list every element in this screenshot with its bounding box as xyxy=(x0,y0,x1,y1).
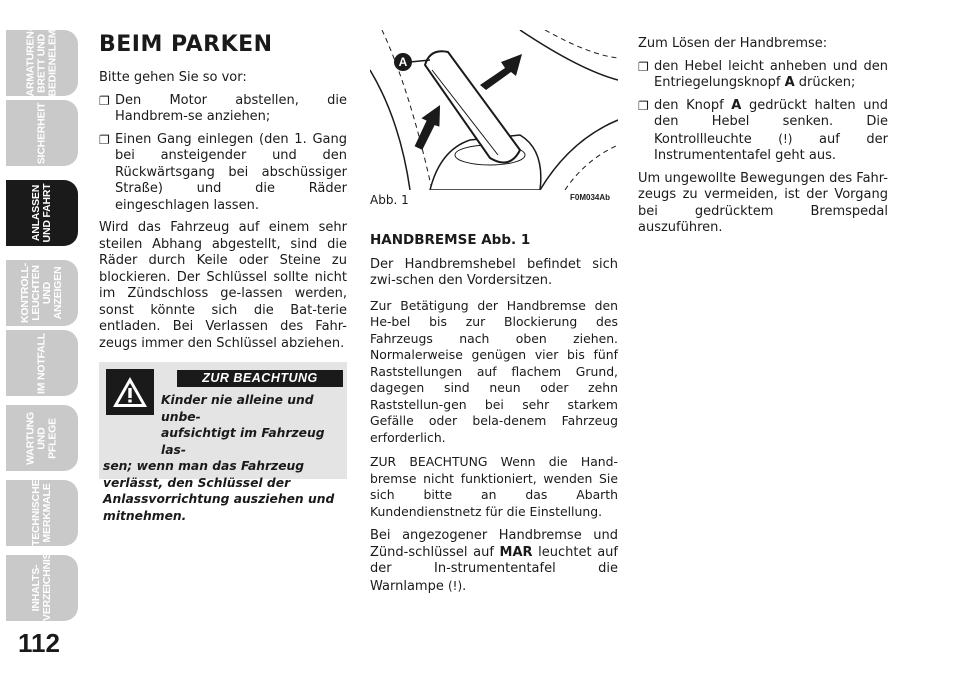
tab-anlassen-und-fahrt[interactable] xyxy=(6,180,78,246)
list-item-text: Einen Gang einlegen (den 1. Gang bei ansteigender und den Rückwärtsgang bei abschüssiger Straße) und die Räder eingeschlagen lassen. xyxy=(115,131,347,213)
paragraph: Wird das Fahrzeug auf einem sehr steilen Abhang abgestellt, sind die Räder durch Keile oder Steine zu blockieren. Der Schlüssel sollte nicht im Zündschloss ge-lassen werden, sonst könnte sich die Bat-terie entladen. Bei Verlassen des Fahr-zeugs immer den Schlüssel abziehen. xyxy=(99,220,347,351)
tab-im-notfall[interactable] xyxy=(6,330,78,396)
paragraph: ZUR BEACHTUNG Wenn die Hand-bremse nicht funktioniert, wenden Sie sich bitte an das Abarth Kundendienstnetz für die Einstellung. xyxy=(370,454,618,519)
ignition-position: MAR xyxy=(499,544,533,560)
list-item xyxy=(99,93,347,126)
handbrake-lamp-icon: (!) xyxy=(778,131,793,146)
intro-text: Bitte gehen Sie so vor: xyxy=(99,70,247,85)
button-a-ref: A xyxy=(731,97,742,113)
button-a-ref: A xyxy=(784,75,795,90)
figure-code: F0M034Ab xyxy=(570,193,611,202)
warning-box xyxy=(99,362,347,523)
page-title: BEIM PARKEN xyxy=(99,32,273,57)
tab-label: ARMATUREN- BRETT UND BEDIENELEMENTE xyxy=(24,1,59,96)
tab-inhaltsverzeichnis[interactable] xyxy=(6,552,78,621)
text-part: . xyxy=(462,578,467,594)
warning-text xyxy=(103,392,343,524)
intro-text: Zum Lösen der Handbremse: xyxy=(638,36,828,51)
tab-label: SICHERHEIT xyxy=(35,102,48,164)
list-item xyxy=(638,59,888,92)
warning-line: Kinder nie alleine und unbe- xyxy=(161,393,314,424)
checkbox-icon: ❐ xyxy=(638,59,649,74)
text-part: den Knopf xyxy=(654,97,732,113)
tab-label: WARTUNG UND PFLEGE xyxy=(24,411,59,465)
tab-label: IM NOTFALL xyxy=(35,332,48,394)
tab-label: ANLASSEN UND FAHRT xyxy=(30,183,53,243)
text-part: auf der Instrumententafel geht aus. xyxy=(654,131,888,163)
text-part: leuchtet auf der In-strumententafel die Warnlampe xyxy=(370,544,618,594)
tab-technische-merkmale[interactable] xyxy=(6,480,78,546)
checkbox-icon: ❐ xyxy=(99,93,110,108)
button-a-marker: A xyxy=(398,55,408,69)
tab-sicherheit[interactable] xyxy=(6,100,78,166)
text-part: gedrückt halten und den Hebel senken. Die Kontrollleuchte xyxy=(654,97,888,147)
tab-label: KONTROLL- LEUCHTEN UND ANZEIGEN xyxy=(19,262,64,324)
paragraph: Zur Betätigung der Handbremse den He-bel bis zur Blockierung des Fahrzeugs nach oben ziehen. Normalerweise genügen vier bis fünf Raststellungen auf flachem Grund, dagegen sind neun oder zehn Raststellun-gen bei sehr starkem Gefälle oder bela-denem Fahrzeug erforderlich. xyxy=(370,297,618,445)
column-parking xyxy=(99,70,347,360)
warning-line: sen; wenn man das Fahrzeug verlässt, den Schlüssel der Anlassvorrichtung ausziehen und mitnehmen. xyxy=(103,459,335,523)
text-part: drücken; xyxy=(794,75,856,90)
list-item xyxy=(99,132,347,215)
paragraph: Um ungewollte Bewegungen des Fahr-zeugs zu vermeiden, ist der Vorgang bei gedrücktem Bremspedal auszuführen. xyxy=(638,170,888,235)
page-number: 112 xyxy=(18,628,60,658)
list-item-text xyxy=(654,59,888,92)
checkbox-icon: ❐ xyxy=(638,98,649,113)
tab-label: INHALTS- VERZEICHNIS xyxy=(30,552,53,621)
checkbox-icon: ❐ xyxy=(99,132,110,147)
handbrake-illustration xyxy=(370,30,618,213)
warning-line: aufsichtigt im Fahrzeug las- xyxy=(161,426,325,457)
list-item-text: Den Motor abstellen, die Handbrem-se anziehen; xyxy=(115,92,347,124)
list-item-text xyxy=(654,98,888,165)
tab-kontrollleuchten[interactable] xyxy=(6,260,78,326)
warning-heading: ZUR BEACHTUNG xyxy=(177,370,343,387)
text-part: Bei angezogener Handbremse und Zünd-schlüssel auf xyxy=(370,528,618,560)
column-release xyxy=(638,36,888,245)
column-handbrake xyxy=(370,232,618,603)
tab-wartung-und-pflege[interactable] xyxy=(6,405,78,471)
tab-label: TECHNISCHE MERKMALE xyxy=(30,479,53,546)
figure-caption: Abb. 1 xyxy=(370,193,409,207)
paragraph: Der Handbremshebel befindet sich zwi-schen den Vordersitzen. xyxy=(370,256,618,288)
text-part: den Hebel leicht anheben und den Entriegelungsknopf xyxy=(654,58,888,90)
section-heading: HANDBREMSE Abb. 1 xyxy=(370,232,531,248)
paragraph xyxy=(370,528,618,595)
tab-armaturenbrett[interactable] xyxy=(6,1,78,96)
list-item xyxy=(638,98,888,165)
handbrake-lamp-icon: (!) xyxy=(447,578,463,593)
